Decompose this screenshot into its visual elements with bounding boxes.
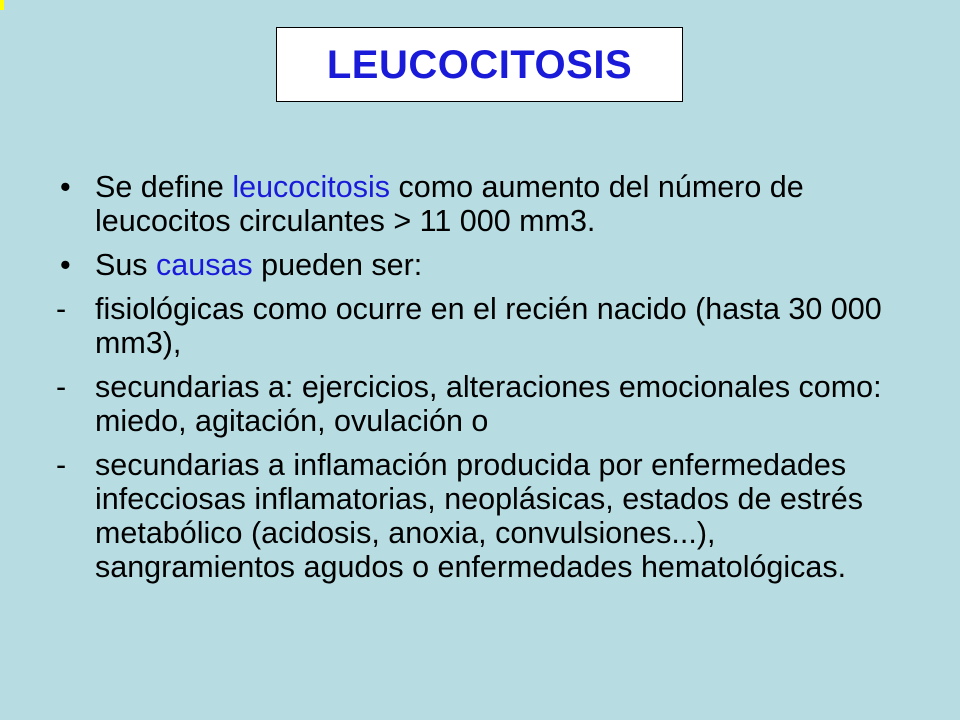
dash-marker: - — [56, 370, 67, 404]
item-text: secundarias a: ejercicios, alteraciones emocionales como: miedo, agitación, ovulación o — [95, 370, 882, 438]
corner-marker — [0, 0, 4, 10]
highlighted-term: causas — [156, 248, 253, 282]
bullet-marker: • — [60, 170, 71, 204]
highlighted-term: leucocitosis — [232, 170, 391, 204]
bullet-marker: • — [60, 248, 71, 282]
item-text: secundarias a inflamación producida por enfermedades infecciosas inflamatorias, neoplásicas, estados de estrés metabólico (acidosis, anoxia, convulsiones...), sangramientos agudos o enfermedades hematológicas. — [95, 448, 863, 584]
list-item — [55, 292, 935, 360]
title-box — [276, 27, 683, 102]
bullet-list — [55, 170, 935, 594]
list-item — [55, 370, 935, 438]
item-text: Se define leucocitosis como aumento del número de leucocitos circulantes > 11 000 mm3. — [95, 170, 804, 238]
list-item — [55, 170, 935, 238]
item-text: fisiológicas como ocurre en el recién nacido (hasta 30 000 mm3), — [95, 292, 882, 360]
dash-marker: - — [56, 448, 67, 482]
dash-marker: - — [56, 292, 67, 326]
slide-title: LEUCOCITOSIS — [326, 42, 633, 87]
list-item — [55, 448, 935, 584]
item-text: Sus causas pueden ser: — [95, 248, 423, 282]
list-item — [55, 248, 935, 282]
